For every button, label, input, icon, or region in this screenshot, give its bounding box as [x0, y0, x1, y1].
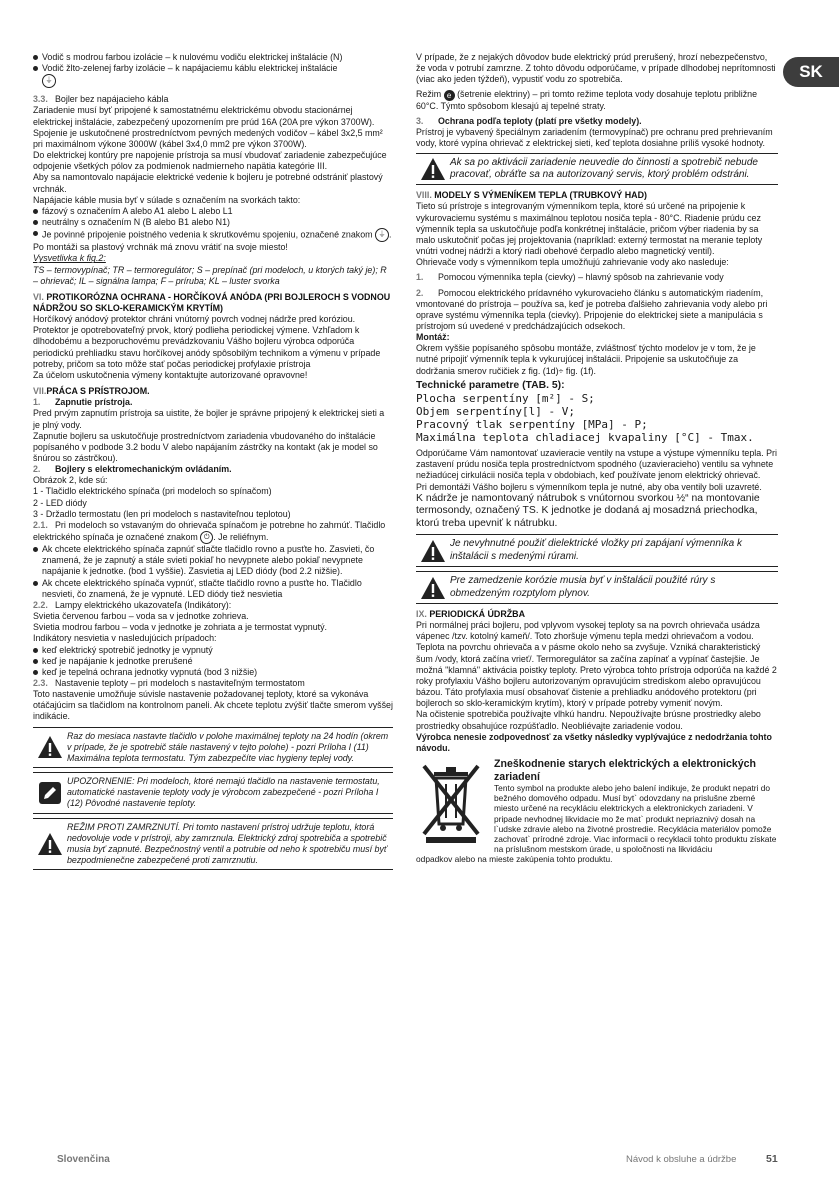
paragraph: Toto nastavenie umožňuje súvisle nastavenie požadovanej teploty, ktoré sa vykonáva otáčajúcim sa tlačidlom na kontrolnom paneli. Ak chcete teplotu zvýšiť tlačte smerom vyššej indikácie.	[33, 689, 393, 722]
paragraph: Tieto sú prístroje s integrovaným výmenníkom tepla, ktoré sú určené na pripojenie k vykurovaciemu systému s maximálnou teplotou nosiča tepla - 80°C. Riadenie prúdu cez výmenník tepla sa uskutočňuje podľa konkrétnej inštalácie, pričom výber riadenia by sa malo uskutočniť počas jej projektovania (napríklad: externý termostat na meranie teploty vnútri vodnej nádrži a ktorý riadi obehové čerpadlo alebo magnetický ventil).	[416, 201, 763, 257]
warning-text: Je nevyhnutné použiť dielektrické vložky pri zapájaní výmenníka k inštalácii s medenými rúrami.	[450, 538, 743, 562]
weee-text: Tento symbol na produkte alebo jeho balení indikuje, že produkt nepatri do bežného domového odpadu. Musí byt` odovzdany na prislušne zberné miesto určené na recykláciu elektrickych a elektronickych zariadeni. V pripade nevhodnej likvidacie mo že mat` produkt nepriaznivý dosah na l`udske zdravie alebo na životné prostredie. Recyklácia materiálov pomože zachovat` prírodné zdroje. Viac informacii o recyklacii tohto produktu získate na príslušnom mestskom úrade, u spoločnosti na likvidáciu	[494, 783, 777, 855]
section-number: 3.	[416, 115, 424, 126]
subsection-2-1	[33, 520, 393, 544]
param-temperature: Maximálna teplota chladiacej kvapaliny [°C] - Tmax.	[416, 431, 754, 445]
section-vii-heading	[33, 386, 393, 397]
item-number: 2.	[416, 287, 424, 298]
subsection-2-1-text: Pri modeloch so vstavaným do ohrievača spínačom je potrebne ho zahrnúť. Tlačidlo elektrického spínača je označené znakom	[33, 519, 386, 542]
bullet-indicator-off: keď je napájanie k jednotke prerušené	[33, 656, 393, 667]
warning-icon	[33, 731, 67, 764]
paragraph: Horčíkový anódový protektor chráni vnútorný povrch vodnej nádrže pred koróziou.	[33, 314, 356, 325]
section-vi-heading	[33, 292, 393, 314]
technical-parameters-heading: Technické parametre (TAB. 5):	[416, 379, 565, 391]
eco-mode-label: Režim	[416, 89, 442, 100]
section-title: Bojler bez napájacieho kábla	[55, 94, 169, 105]
warning-box-antifreeze	[33, 818, 393, 871]
paragraph: Svietia červenou farbou – voda sa v jednotke zohrieva.	[33, 611, 249, 622]
paragraph: Svietia modrou farbou – voda v jednotke je zohriata a je termostat vypnutý.	[33, 622, 328, 633]
paragraph: Zapnutie bojleru sa uskutočňuje prostredníctvom zariadenia vbudovaného do inštalácie popísaného v podbode 3.2 bodu V alebo napájaním zástrčky na kontakt (ak je model so šnúrou so zástrčkou).	[33, 430, 378, 463]
right-column	[416, 52, 778, 866]
section-number: 2.1.	[33, 519, 48, 530]
weee-title: Zneškodnenie starych elektrických a elektronických zariadení	[494, 758, 757, 783]
legend-title: Vysvetlivka k fig.2:	[33, 253, 106, 264]
bullet-ground-end: .	[389, 229, 392, 240]
paragraph: Za účelom uskutočnenia výmeny kontaktujte autorizované opravovne!	[33, 369, 308, 380]
warning-icon	[416, 538, 450, 563]
paragraph: V prípade, že z nejakých dôvodov bude elektrický prúd prerušený, hrozí nebezpečenstvo, že voda v potrubí zamrzne. Z tohto dôvodu odporúčame, v prípade dlhodobej neprítomnosti (viac ako jeden týždeň), vypustiť vodu zo spotrebiča.	[416, 52, 776, 85]
item-text: Pomocou elektrického prídavného vykurovacieho článku s automatickým riadením, vmontované do prístroja – používa sa, keď je potreba ďalšieho zahrievania vody alebo pri oprave systému výmenníka tepla (cievky). Pripojenie do elektrickej siete a manipulácia s prístrojom sú uvedené v predchádzajúcich odsekoch.	[416, 287, 768, 331]
paragraph: Napájacie káble musia byť v súlade s označením na svorkách takto:	[33, 194, 301, 205]
legend-text: TS – termovypínač; TR – termoregulátor; S – prepínač (pri modeloch, u ktorých taký je); R – ohrievač; IL – signálna lampa; F – príruba; KL – luster svorka	[33, 264, 387, 286]
paragraph: Na očistenie spotrebiča používajte vlhkú handru. Nepoužívajte brúsne prostriedky alebo prostriedky obsahujúce rozpúšťadlo. Neobliévajte zariadenie vodou.	[416, 709, 761, 731]
paragraph: Aby sa namontovalo napájacie elektrické vedenie k bojleru je potrebné odstrániť plastový vrchnák.	[33, 172, 383, 194]
paragraph: Protektor je opotrebovateľný prvok, ktorý podlieha periodickej výmene. Vzhľadom k dlhodobému a bezporuchovému prevádzkovaniu Vášho bojleru výrobca odporúča periodickú prehliadku stavu horčíkovej anódy spôsobilým technikom a výmenu v prípade potreby, pričom sa toto môže stať počas periodickej profylaxie prístroja	[33, 325, 381, 369]
section-title: Lampy elektrického ukazovateľa (Indikátory):	[55, 599, 232, 610]
param-volume: Objem serpentíny[l] - V;	[416, 405, 575, 419]
bullet-neutral: neutrálny s označením N (B alebo B1 alebo N1)	[33, 217, 393, 228]
section-number: IX.	[416, 609, 427, 619]
numbered-item-1	[416, 272, 778, 283]
paragraph: 2 - LED diódy	[33, 497, 87, 508]
footer-title: Návod k obsluhe a údržbe	[626, 1154, 737, 1165]
paragraph: K nádrže je namontovaný nátrubok s vnútornou svorkou ½“ na montovanie termosondy, označený TS. K jednotke je dodaná aj mosadzná priechodka, ktorú treba upevniť k nátrubku.	[416, 492, 760, 529]
paragraph: Pri normálnej práci bojleru, pod vplyvom vysokej teploty sa na povrch ohrievača usádza vápenec /tzv. kotolný kameň/. Toto zhoršuje výmenu tepla medzi ohrievačom a vodou. Teplota na povrchu ohrievača a v pásme okolo neho sa zvyšuje. Vzniká charakteristický šum /vody, ktorá začína vrieť/. Termoregulátor sa začína zapínať a vypínať častejšie. Je možná "klamná" aktivácia poistky teploty. Preto výrobca tohto prístroja odporúča na každé 2 roky profylaxiu Vášho bojleru autorizovaným opravujúcim strediskom alebo opravujúcou bázou. Táto profylaxia musí obsahovať čistenie a prehliadku anódového protektoru (pri bojleroch so sklo-keramickým krytím), ktorý v prípade potreby vymeniť novým.	[416, 620, 777, 709]
section-title: Nastavenie teploty – pri modeloch s nastaviteľným termostatom	[55, 677, 305, 688]
pencil-icon	[33, 776, 67, 809]
paragraph: 3 - Držadlo termostatu (len pri modeloch s nastaviteľnou teplotou)	[33, 508, 291, 519]
bullet-green-wire	[33, 63, 393, 88]
paragraph: Indikátory nesvietia v nasledujúcich prípadoch:	[33, 633, 217, 644]
warning-icon	[33, 822, 67, 867]
weee-text-tail: odpadkov alebo na mieste zakúpenia tohto produktu.	[416, 854, 613, 865]
subsection-2-heading	[33, 464, 393, 475]
section-title: PERIODICKÁ ÚDRŽBA	[429, 609, 525, 619]
section-title: Bojlery s elektromechanickým ovládaním.	[55, 464, 232, 475]
warning-box-dielectric	[416, 534, 778, 567]
note-text: UPOZORNENIE: Pri modeloch, ktoré nemajú tlačidlo na nastavenie termostatu, automatické nastavenie teploty vody je výrobcom zabezpečené - pozri Príloha I (12) Pôvodné nastavenie teploty.	[67, 776, 380, 809]
section-title: MODELY S VÝMENÍKEM TEPLA (TRUBKOVÝ HAD)	[434, 190, 647, 201]
subsection-2-3	[33, 678, 393, 689]
param-pressure: Pracovný tlak serpentíny [MPa] - P;	[416, 418, 648, 432]
earth-icon: ⏚	[375, 228, 389, 242]
eco-icon: e	[444, 90, 455, 101]
paragraph: Zariadenie musí byť pripojené k samostatnému elektrickému obvodu stacionárnej elektrickej inštalácie, zabezpečený upozornením pre prúd 16A (20A pre výkon 3700W). Spojenie je uskutočnené prostredníctvom pevných medených vodičov – kábel 3x2,5 mm² pri maximálnom výkone 3000W (kábel 3x4,0 mm2 pre výkon 3700W).	[33, 105, 383, 149]
subsection-2-1-end: . Je reliéfnym.	[213, 531, 269, 542]
subsection-3-heading	[416, 116, 778, 127]
warning-box-service	[416, 153, 778, 185]
footer-language: Slovenčina	[57, 1154, 110, 1165]
weee-text-block	[494, 758, 778, 854]
montaz-heading: Montáž:	[416, 332, 450, 343]
section-number: 2.2.	[33, 599, 48, 610]
bullet-phase: fázový s označením A alebo A1 alebo L alebo L1	[33, 206, 393, 217]
language-tab: SK	[783, 57, 839, 87]
paragraph: Obrázok 2, kde sú:	[33, 475, 108, 486]
numbered-item-2	[416, 288, 778, 333]
bullet-ground	[33, 228, 393, 242]
paragraph: Pri demontáži Vášho bojleru s výmenníkom tepla je nutné, aby oba ventily boli uzavreté.	[416, 481, 762, 492]
section-number: 3.3.	[33, 94, 48, 105]
subsection-2-2	[33, 600, 393, 611]
section-number: 2.3.	[33, 677, 48, 688]
power-icon: ⏻	[200, 531, 213, 544]
section-title: PRÁCA S PRÍSTROJOM.	[46, 386, 150, 397]
paragraph: Okrem vyššie popísaného spôsobu montáže, zvláštnosť týchto modelov je v tom, že je nutné pripojiť výmenník tepla k vykurujúcej inštalácii. Pripojenie sa uskutočňuje za dodržania smerov ručičiek z fig. (1d)÷ fig. (1f).	[416, 343, 756, 376]
warning-box-corrosion	[416, 571, 778, 604]
bullet-switch-off: Ak chcete elektrického spínača vypnúť, stlačte tlačidlo rovno a pusťte ho. Tlačidlo nesvieti, čo znamená, že je vypnuté. LED diódy tiež nesvietia	[33, 578, 393, 600]
bullet-ground-text: Je povinné pripojenie poistného vedenia k skrutkovému spojeniu, označené znakom	[42, 229, 373, 240]
warning-icon	[416, 157, 450, 181]
section-number: VIII.	[416, 190, 432, 201]
paragraph: 1 - Tlačidlo elektrického spínača (pri modeloch so spínačom)	[33, 486, 272, 497]
bullet-indicator-off: keď je tepelná ochrana jednotky vypnutá (bod 3 nižšie)	[33, 667, 393, 678]
subsection-1-heading	[33, 397, 393, 408]
note-box-auto-temp	[33, 772, 393, 813]
section-title: Ochrana podľa teploty (platí pre všetky modely).	[438, 115, 642, 126]
item-text: Pomocou výmenníka tepla (cievky) – hlavný spôsob na zahrievanie vody	[438, 272, 724, 283]
left-column	[33, 52, 393, 874]
bullet-green-wire-text: Vodič žlto-zelenej farby izolácie – k napájaciemu káblu elektrickej inštalácie	[42, 63, 338, 74]
section-title: Zapnutie prístroja.	[55, 397, 133, 408]
liability-note: Výrobca nenesie zodpovednosť za všetky následky vyplývajúce z nedodržania tohto návodu.	[416, 731, 772, 753]
section-number: 2.	[33, 464, 41, 475]
bullet-blue-wire: Vodič s modrou farbou izolácie – k nulovému vodiču elektrickej inštalácie (N)	[33, 52, 393, 63]
earth-icon: ⏚	[42, 74, 56, 88]
paragraph: Prístroj je vybavený špeciálnym zariadením (termovypínač) pre ochranu pred prehrievaním vody, ktoré vypína ohrievač z elektrickej sieti, keď teplota dosiahne príliš vysoké hodnoty.	[416, 126, 773, 149]
warning-icon	[416, 575, 450, 600]
eco-mode-text: (šetrenie elektriny) – pri tomto režime teplota vody dosahuje teplotu približne 60°C. Týmto spôsobom klesajú aj tepelné straty.	[416, 89, 758, 111]
crossed-bin-icon	[416, 758, 494, 854]
bullet-indicator-off: keď elektrický spotrebič jednotky je vypnutý	[33, 645, 393, 656]
paragraph: Do elektrickej kontúry pre napojenie prístroja sa musí vbudovať zariadenie zabezpečujúce odpojenie všetkých pólov za podmienok nadmierneho napätia kategórie III.	[33, 150, 387, 172]
warning-box-max-temp	[33, 727, 393, 768]
paragraph: Ohrievače vody s výmenníkom tepla umožňujú zahrievanie vody ako nasleduje:	[416, 257, 729, 268]
section-viii-heading	[416, 190, 778, 201]
paragraph: Pred prvým zapnutím prístroja sa uistite, že bojler je správne pripojený k elektrickej sieti a je plný vody.	[33, 408, 385, 430]
section-3-3-heading	[33, 94, 393, 105]
eco-mode-paragraph	[416, 89, 778, 111]
warning-text: Raz do mesiaca nastavte tlačidlo v polohe maximálnej teploty na 24 hodín (okrem v prípade, že je spotrebič stále nastavený v tejto polohe) - pozri Príloha I (11) Maximálna teplota termostatu. Tým zabezpečíte viac hygieny teplej vody.	[67, 730, 389, 763]
section-number: VII.	[33, 386, 47, 397]
section-number: VI.	[33, 291, 44, 302]
warning-text: Pre zamedzenie korózie musia byť v inštalácii použité rúry s obmedzeným rozptylom plynov.	[450, 575, 716, 599]
section-title: PROTIKORÓZNA OCHRANA - HORČÍKOVÁ ANÓDA (PRI BOJLEROCH S VODNOU NÁDRŽOU SO SKLO-KERAMICKÝM KRYTÍM)	[33, 291, 391, 313]
page-number: 51	[766, 1153, 778, 1165]
bullet-switch-on: Ak chcete elektrického spínača zapnúť stlačte tlačidlo rovno a pusťte ho. Zasvieti, čo znamená, že je zapnutý a stále svieti pokiaľ ho nevypnete alebo pokiaľ nevypnete napájanie k jednotke. (bod 1 vyššie). Zasvietia aj LED diódy (bod 2.2 nižšie).	[33, 544, 393, 577]
param-area: Plocha serpentíny [m²] - S;	[416, 392, 595, 406]
paragraph: Po montáži sa plastový vrchnák má znovu vrátiť na svoje miesto!	[33, 242, 288, 253]
warning-text: REŽIM PROTI ZAMRZNUTÍ. Pri tomto nastavení prístroj udržuje teplotu, ktorá nedovoluje vode v prístroji, aby zamrznula. Elektrický zdroj spotrebiča a spotrebič musia byť zapnuté. Bezpečnostný ventil a potrubie od neho k spotrebiču musí byť bezpodmienečne zabezpečené proti zamrznutiu.	[67, 821, 388, 865]
warning-text: Ak sa po aktivácii zariadenie neuvedie do činnosti a spotrebič nebude pracovať, obráťte sa na autorizovaný servis, ktorý problém odstráni.	[450, 157, 758, 181]
weee-block	[416, 758, 778, 854]
item-number: 1.	[416, 272, 424, 283]
section-ix-heading	[416, 609, 778, 620]
paragraph: Odporúčame Vám namontovať uzavieracie ventily na vstupe a výstupe výmenníku tepla. Pri zastavení prúdu nosiča tepla prostredníctvom spodného (uzavieracieho) ventilu sa vyhnete nežiadúcej cirkulácii nosiča tepla v obdobiach, keď používate jenom elektrický ohrievač.	[416, 448, 777, 481]
section-number: 1.	[33, 397, 41, 408]
